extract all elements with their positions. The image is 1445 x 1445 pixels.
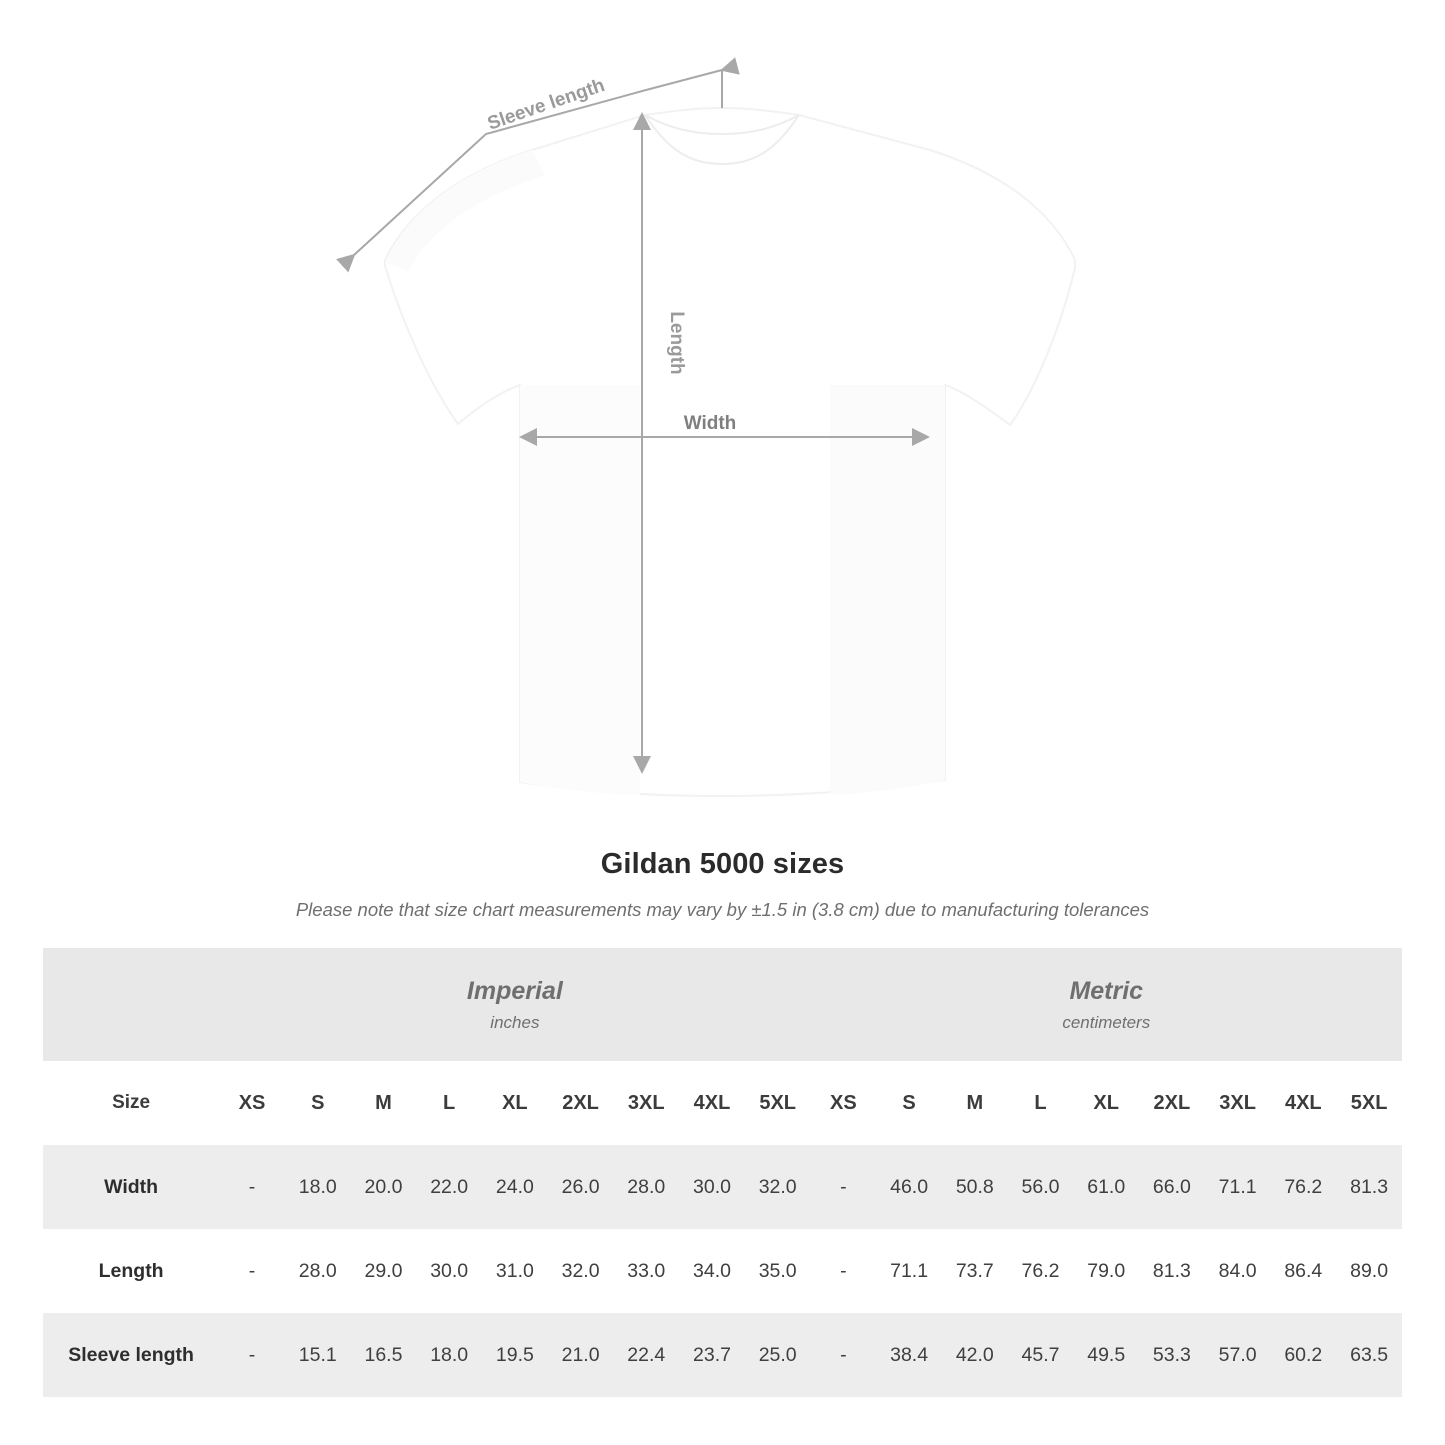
cell-width-metric-3: 56.0 [1008, 1145, 1074, 1229]
cell-width-imperial-5: 26.0 [548, 1145, 614, 1229]
header-size-metric-8: 5XL [1336, 1061, 1402, 1145]
header-size-label: Size [43, 1061, 219, 1145]
cell-width-metric-8: 81.3 [1336, 1145, 1402, 1229]
cell-sleeve-imperial-0: - [219, 1313, 285, 1397]
cell-width-imperial-8: 32.0 [745, 1145, 811, 1229]
row-label-width: Width [43, 1145, 219, 1229]
header-size-imperial-6: 3XL [613, 1061, 679, 1145]
table-row [43, 1313, 1402, 1397]
cell-length-imperial-3: 30.0 [416, 1229, 482, 1313]
header-size-metric-0: XS [811, 1061, 877, 1145]
cell-length-metric-0: - [811, 1229, 877, 1313]
cell-width-metric-0: - [811, 1145, 877, 1229]
cell-width-imperial-6: 28.0 [613, 1145, 679, 1229]
cell-sleeve-metric-7: 60.2 [1270, 1313, 1336, 1397]
table-row [43, 1229, 1402, 1313]
cell-width-imperial-3: 22.0 [416, 1145, 482, 1229]
unit-imperial-sub: inches [490, 1012, 540, 1032]
header-size-metric-4: XL [1073, 1061, 1139, 1145]
cell-sleeve-metric-6: 57.0 [1205, 1313, 1271, 1397]
measurement-note: Please note that size chart measurements may vary by ±1.5 in (3.8 cm) due to manufacturing tolerances [295, 899, 1150, 920]
cell-sleeve-imperial-8: 25.0 [745, 1313, 811, 1397]
header-size-metric-3: L [1008, 1061, 1074, 1145]
width-label: Width [683, 413, 737, 434]
tshirt-shape [385, 108, 1075, 796]
size-table [43, 948, 1402, 1397]
cell-sleeve-imperial-2: 16.5 [351, 1313, 417, 1397]
header-size-imperial-8: 5XL [745, 1061, 811, 1145]
header-size-metric-7: 4XL [1270, 1061, 1336, 1145]
cell-sleeve-imperial-6: 22.4 [613, 1313, 679, 1397]
cell-length-imperial-6: 33.0 [613, 1229, 679, 1313]
unit-imperial [219, 948, 810, 1061]
unit-metric [811, 948, 1402, 1061]
cell-sleeve-metric-2: 42.0 [942, 1313, 1008, 1397]
cell-length-metric-4: 79.0 [1073, 1229, 1139, 1313]
header-size-metric-1: S [876, 1061, 942, 1145]
length-label: Length [666, 311, 687, 375]
size-table-wrapper [43, 948, 1402, 1397]
cell-width-metric-1: 46.0 [876, 1145, 942, 1229]
cell-length-metric-8: 89.0 [1336, 1229, 1402, 1313]
cell-length-imperial-7: 34.0 [679, 1229, 745, 1313]
cell-sleeve-imperial-7: 23.7 [679, 1313, 745, 1397]
cell-width-imperial-2: 20.0 [351, 1145, 417, 1229]
cell-length-imperial-0: - [219, 1229, 285, 1313]
header-size-imperial-4: XL [482, 1061, 548, 1145]
page-title: Gildan 5000 sizes [600, 848, 845, 880]
header-size-imperial-3: L [416, 1061, 482, 1145]
unit-imperial-name: Imperial [466, 977, 563, 1006]
header-size-imperial-1: S [285, 1061, 351, 1145]
cell-length-imperial-1: 28.0 [285, 1229, 351, 1313]
header-size-metric-6: 3XL [1205, 1061, 1271, 1145]
cell-length-metric-3: 76.2 [1008, 1229, 1074, 1313]
cell-length-metric-2: 73.7 [942, 1229, 1008, 1313]
unit-spacer [43, 948, 219, 1061]
sleeve-length-label: Sleeve length [484, 74, 608, 135]
cell-length-metric-1: 71.1 [876, 1229, 942, 1313]
header-size-imperial-7: 4XL [679, 1061, 745, 1145]
cell-sleeve-metric-3: 45.7 [1008, 1313, 1074, 1397]
size-header-row [43, 1061, 1402, 1145]
cell-length-imperial-5: 32.0 [548, 1229, 614, 1313]
cell-width-metric-7: 76.2 [1270, 1145, 1336, 1229]
row-label-sleeve-length: Sleeve length [43, 1313, 219, 1397]
cell-length-metric-6: 84.0 [1205, 1229, 1271, 1313]
cell-sleeve-metric-8: 63.5 [1336, 1313, 1402, 1397]
cell-width-imperial-0: - [219, 1145, 285, 1229]
cell-sleeve-metric-1: 38.4 [876, 1313, 942, 1397]
cell-length-metric-5: 81.3 [1139, 1229, 1205, 1313]
cell-sleeve-metric-4: 49.5 [1073, 1313, 1139, 1397]
cell-width-imperial-4: 24.0 [482, 1145, 548, 1229]
cell-width-imperial-1: 18.0 [285, 1145, 351, 1229]
unit-metric-sub: centimeters [1062, 1012, 1151, 1032]
cell-sleeve-metric-0: - [811, 1313, 877, 1397]
title-block [0, 848, 1445, 921]
header-size-metric-5: 2XL [1139, 1061, 1205, 1145]
cell-sleeve-metric-5: 53.3 [1139, 1313, 1205, 1397]
cell-sleeve-imperial-1: 15.1 [285, 1313, 351, 1397]
cell-width-metric-5: 66.0 [1139, 1145, 1205, 1229]
unit-metric-name: Metric [1069, 977, 1144, 1006]
cell-width-imperial-7: 30.0 [679, 1145, 745, 1229]
cell-length-imperial-8: 35.0 [745, 1229, 811, 1313]
row-label-length: Length [43, 1229, 219, 1313]
cell-sleeve-imperial-3: 18.0 [416, 1313, 482, 1397]
cell-length-metric-7: 86.4 [1270, 1229, 1336, 1313]
cell-sleeve-imperial-5: 21.0 [548, 1313, 614, 1397]
cell-width-metric-4: 61.0 [1073, 1145, 1139, 1229]
header-size-imperial-5: 2XL [548, 1061, 614, 1145]
cell-length-imperial-2: 29.0 [351, 1229, 417, 1313]
cell-width-metric-2: 50.8 [942, 1145, 1008, 1229]
cell-sleeve-imperial-4: 19.5 [482, 1313, 548, 1397]
unit-header-row [43, 948, 1402, 1061]
table-row [43, 1145, 1402, 1229]
cell-width-metric-6: 71.1 [1205, 1145, 1271, 1229]
header-size-metric-2: M [942, 1061, 1008, 1145]
header-size-imperial-0: XS [219, 1061, 285, 1145]
header-size-imperial-2: M [351, 1061, 417, 1145]
cell-length-imperial-4: 31.0 [482, 1229, 548, 1313]
